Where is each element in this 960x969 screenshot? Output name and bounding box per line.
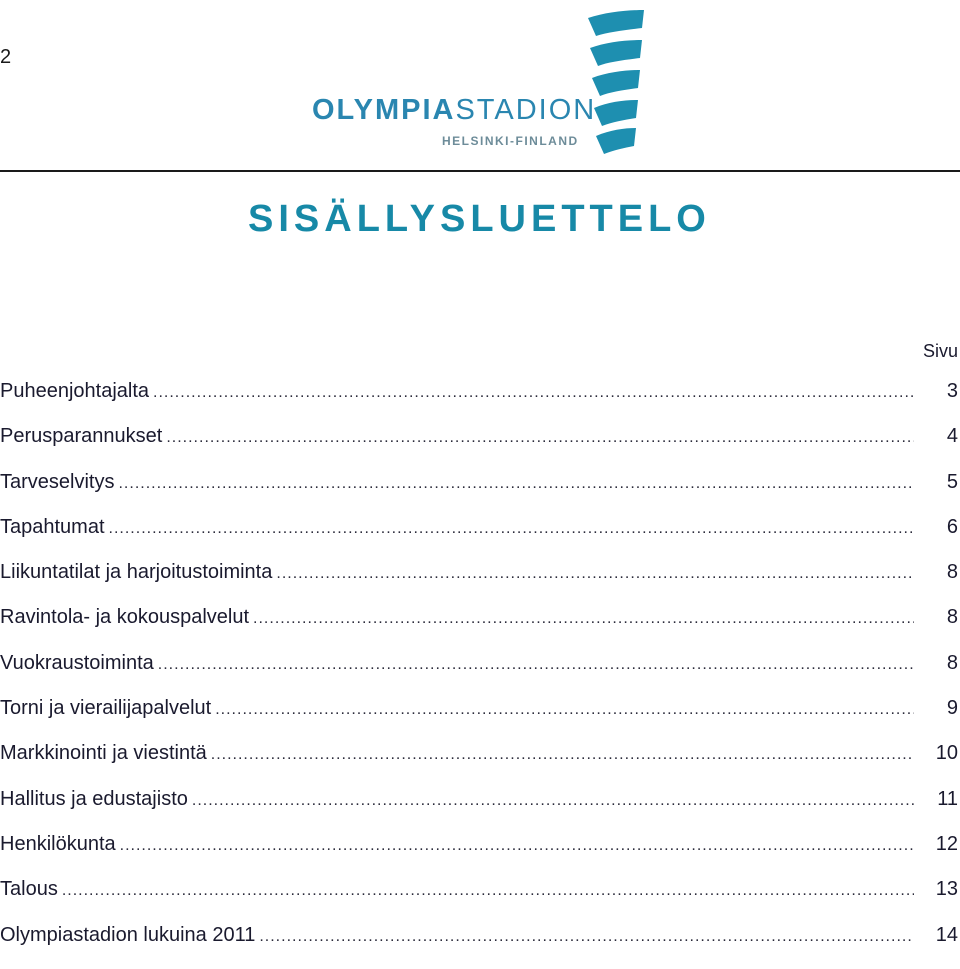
toc-entry[interactable] <box>0 697 958 742</box>
dot-leader <box>253 610 914 628</box>
toc-entry-page: 5 <box>946 470 958 493</box>
toc-entry-label: Liikuntatilat ja harjoitustoiminta <box>0 561 273 584</box>
toc-entry[interactable] <box>0 516 958 561</box>
toc-entry[interactable] <box>0 652 958 697</box>
stadium-tower-icon <box>586 8 646 156</box>
toc-entry-label: Olympiastadion lukuina 2011 <box>0 923 256 946</box>
toc-entry[interactable] <box>0 606 958 651</box>
toc-entry-page: 9 <box>946 697 958 720</box>
toc-entry[interactable] <box>0 833 958 878</box>
olympiastadion-logo <box>310 8 650 158</box>
toc-entry-page: 10 <box>935 742 958 765</box>
toc-entry-page: 13 <box>935 878 958 901</box>
toc-entry[interactable] <box>0 924 958 969</box>
toc-entry[interactable] <box>0 561 958 606</box>
dot-leader <box>259 928 914 946</box>
header-divider <box>0 170 960 172</box>
toc-entry-label: Talous <box>0 878 58 901</box>
toc-entry[interactable] <box>0 878 958 923</box>
toc-entry-label: Markkinointi ja viestintä <box>0 742 207 765</box>
toc-entry-page: 3 <box>946 380 958 402</box>
toc-entry[interactable] <box>0 788 958 833</box>
page-column-label: Sivu <box>922 341 958 361</box>
toc-entry-page: 8 <box>946 561 958 584</box>
toc-entry-page: 4 <box>946 425 958 448</box>
toc-entry-label: Tarveselvitys <box>0 470 115 493</box>
toc-entry[interactable] <box>0 380 958 425</box>
dot-leader <box>215 701 914 719</box>
dot-leader <box>120 837 914 855</box>
toc-entry-page: 11 <box>937 787 958 810</box>
dot-leader <box>109 520 914 538</box>
dot-leader <box>118 475 914 493</box>
toc-entry-page: 8 <box>946 651 958 674</box>
toc-entry[interactable] <box>0 471 958 516</box>
toc-entry-page: 14 <box>935 923 958 946</box>
logo-subtitle: HELSINKI-FINLAND <box>442 134 579 148</box>
toc-entry-page: 8 <box>946 606 958 629</box>
dot-leader <box>153 384 914 402</box>
toc-entry[interactable] <box>0 425 958 470</box>
logo-name-regular: STADION <box>455 94 597 126</box>
toc-entry-label: Vuokraustoiminta <box>0 651 154 674</box>
toc-entry-label: Torni ja vierailijapalvelut <box>0 697 212 720</box>
dot-leader <box>192 792 914 810</box>
toc-entry-page: 6 <box>946 515 958 538</box>
toc-entry-label: Tapahtumat <box>0 515 105 538</box>
dot-leader <box>166 429 914 447</box>
toc-entry-label: Puheenjohtajalta <box>0 380 150 402</box>
toc-entry[interactable] <box>0 742 958 787</box>
page-title: SISÄLLYSLUETTELO <box>248 198 711 240</box>
dot-leader <box>211 746 914 764</box>
toc-entry-label: Henkilökunta <box>0 832 116 855</box>
logo-name-bold: OLYMPIA <box>312 94 456 126</box>
toc-entry-label: Perusparannukset <box>0 425 163 448</box>
toc-entry-label: Hallitus ja edustajisto <box>0 787 188 810</box>
dot-leader <box>158 656 914 674</box>
dot-leader <box>62 882 914 900</box>
toc-entry-label: Ravintola- ja kokouspalvelut <box>0 606 250 629</box>
table-of-contents <box>0 380 958 969</box>
dot-leader <box>276 565 914 583</box>
page-number: 2 <box>0 46 12 68</box>
logo-wordmark <box>312 94 596 127</box>
toc-entry-page: 12 <box>935 832 958 855</box>
